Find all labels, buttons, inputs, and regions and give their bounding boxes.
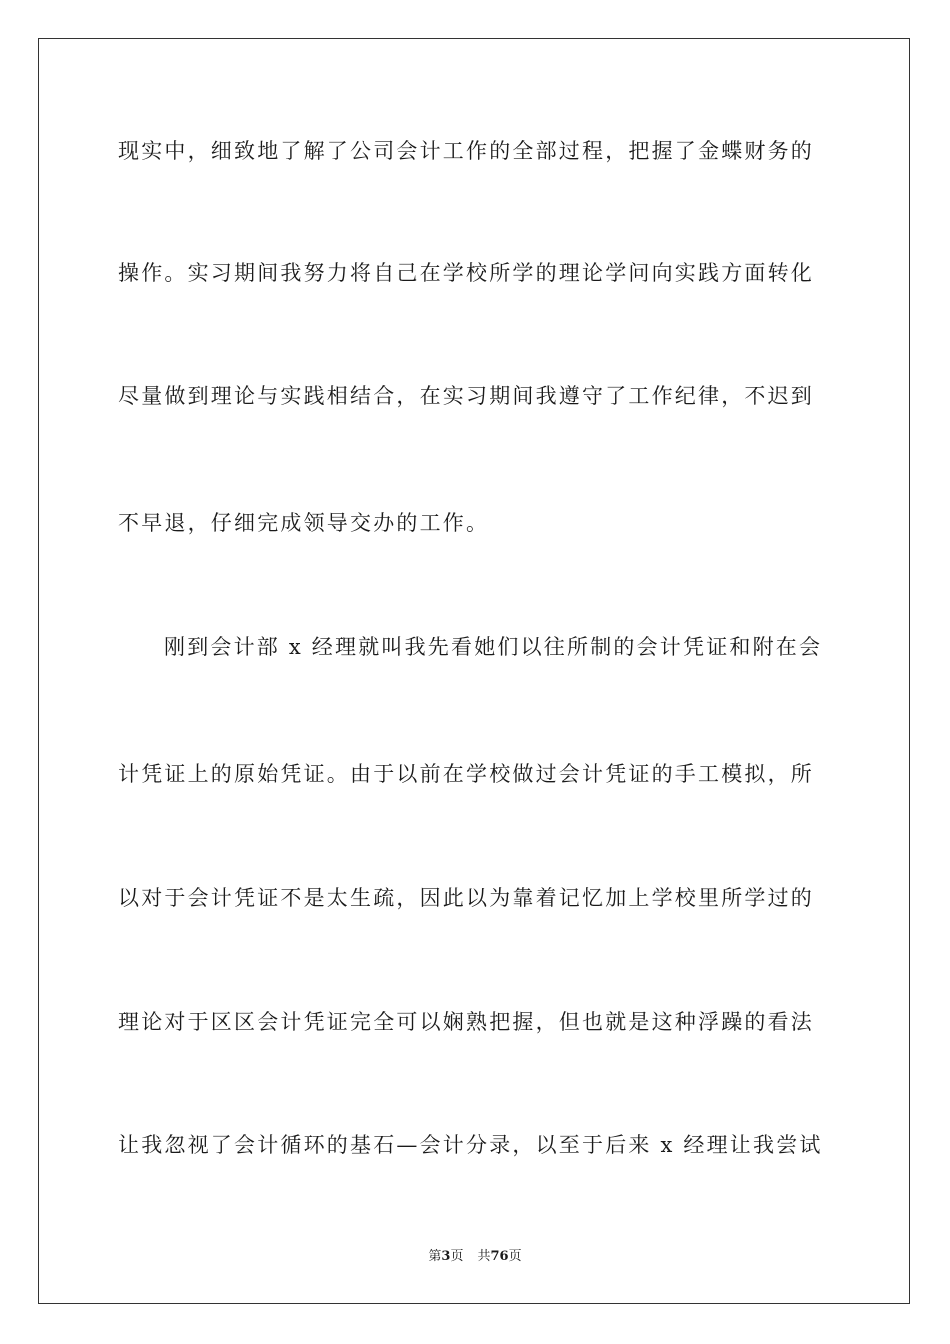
paragraph-line: 计凭证上的原始凭证。由于以前在学校做过会计凭证的手工模拟，所	[118, 762, 814, 786]
page-number: 3	[441, 1249, 451, 1264]
paragraph-line: 以对于会计凭证不是太生疏，因此以为靠着记忆加上学校里所学过的	[118, 886, 814, 910]
paragraph-line: 现实中，细致地了解了公司会计工作的全部过程，把握了金蝶财务的	[118, 139, 814, 163]
paragraph-line: 让我忽视了会计循环的基石—会计分录，以至于后来 x 经理让我尝试	[118, 1133, 823, 1157]
paragraph-line: 操作。实习期间我努力将自己在学校所学的理论学问向实践方面转化	[118, 261, 814, 285]
total-pages: 76	[490, 1249, 509, 1264]
page-footer	[0, 1248, 950, 1266]
page-prefix: 第	[428, 1249, 442, 1264]
page-border	[38, 38, 910, 1304]
paragraph-line: 尽量做到理论与实践相结合，在实习期间我遵守了工作纪律，不迟到	[118, 384, 814, 408]
total-suffix: 页	[508, 1249, 522, 1264]
page-suffix: 页	[450, 1249, 464, 1264]
paragraph-line: 不早退，仔细完成领导交办的工作。	[118, 511, 490, 535]
paragraph-line: 理论对于区区会计凭证完全可以娴熟把握，但也就是这种浮躁的看法	[118, 1010, 814, 1034]
total-prefix: 共	[477, 1249, 491, 1264]
paragraph-line-indented: 刚到会计部 x 经理就叫我先看她们以往所制的会计凭证和附在会	[164, 635, 823, 659]
